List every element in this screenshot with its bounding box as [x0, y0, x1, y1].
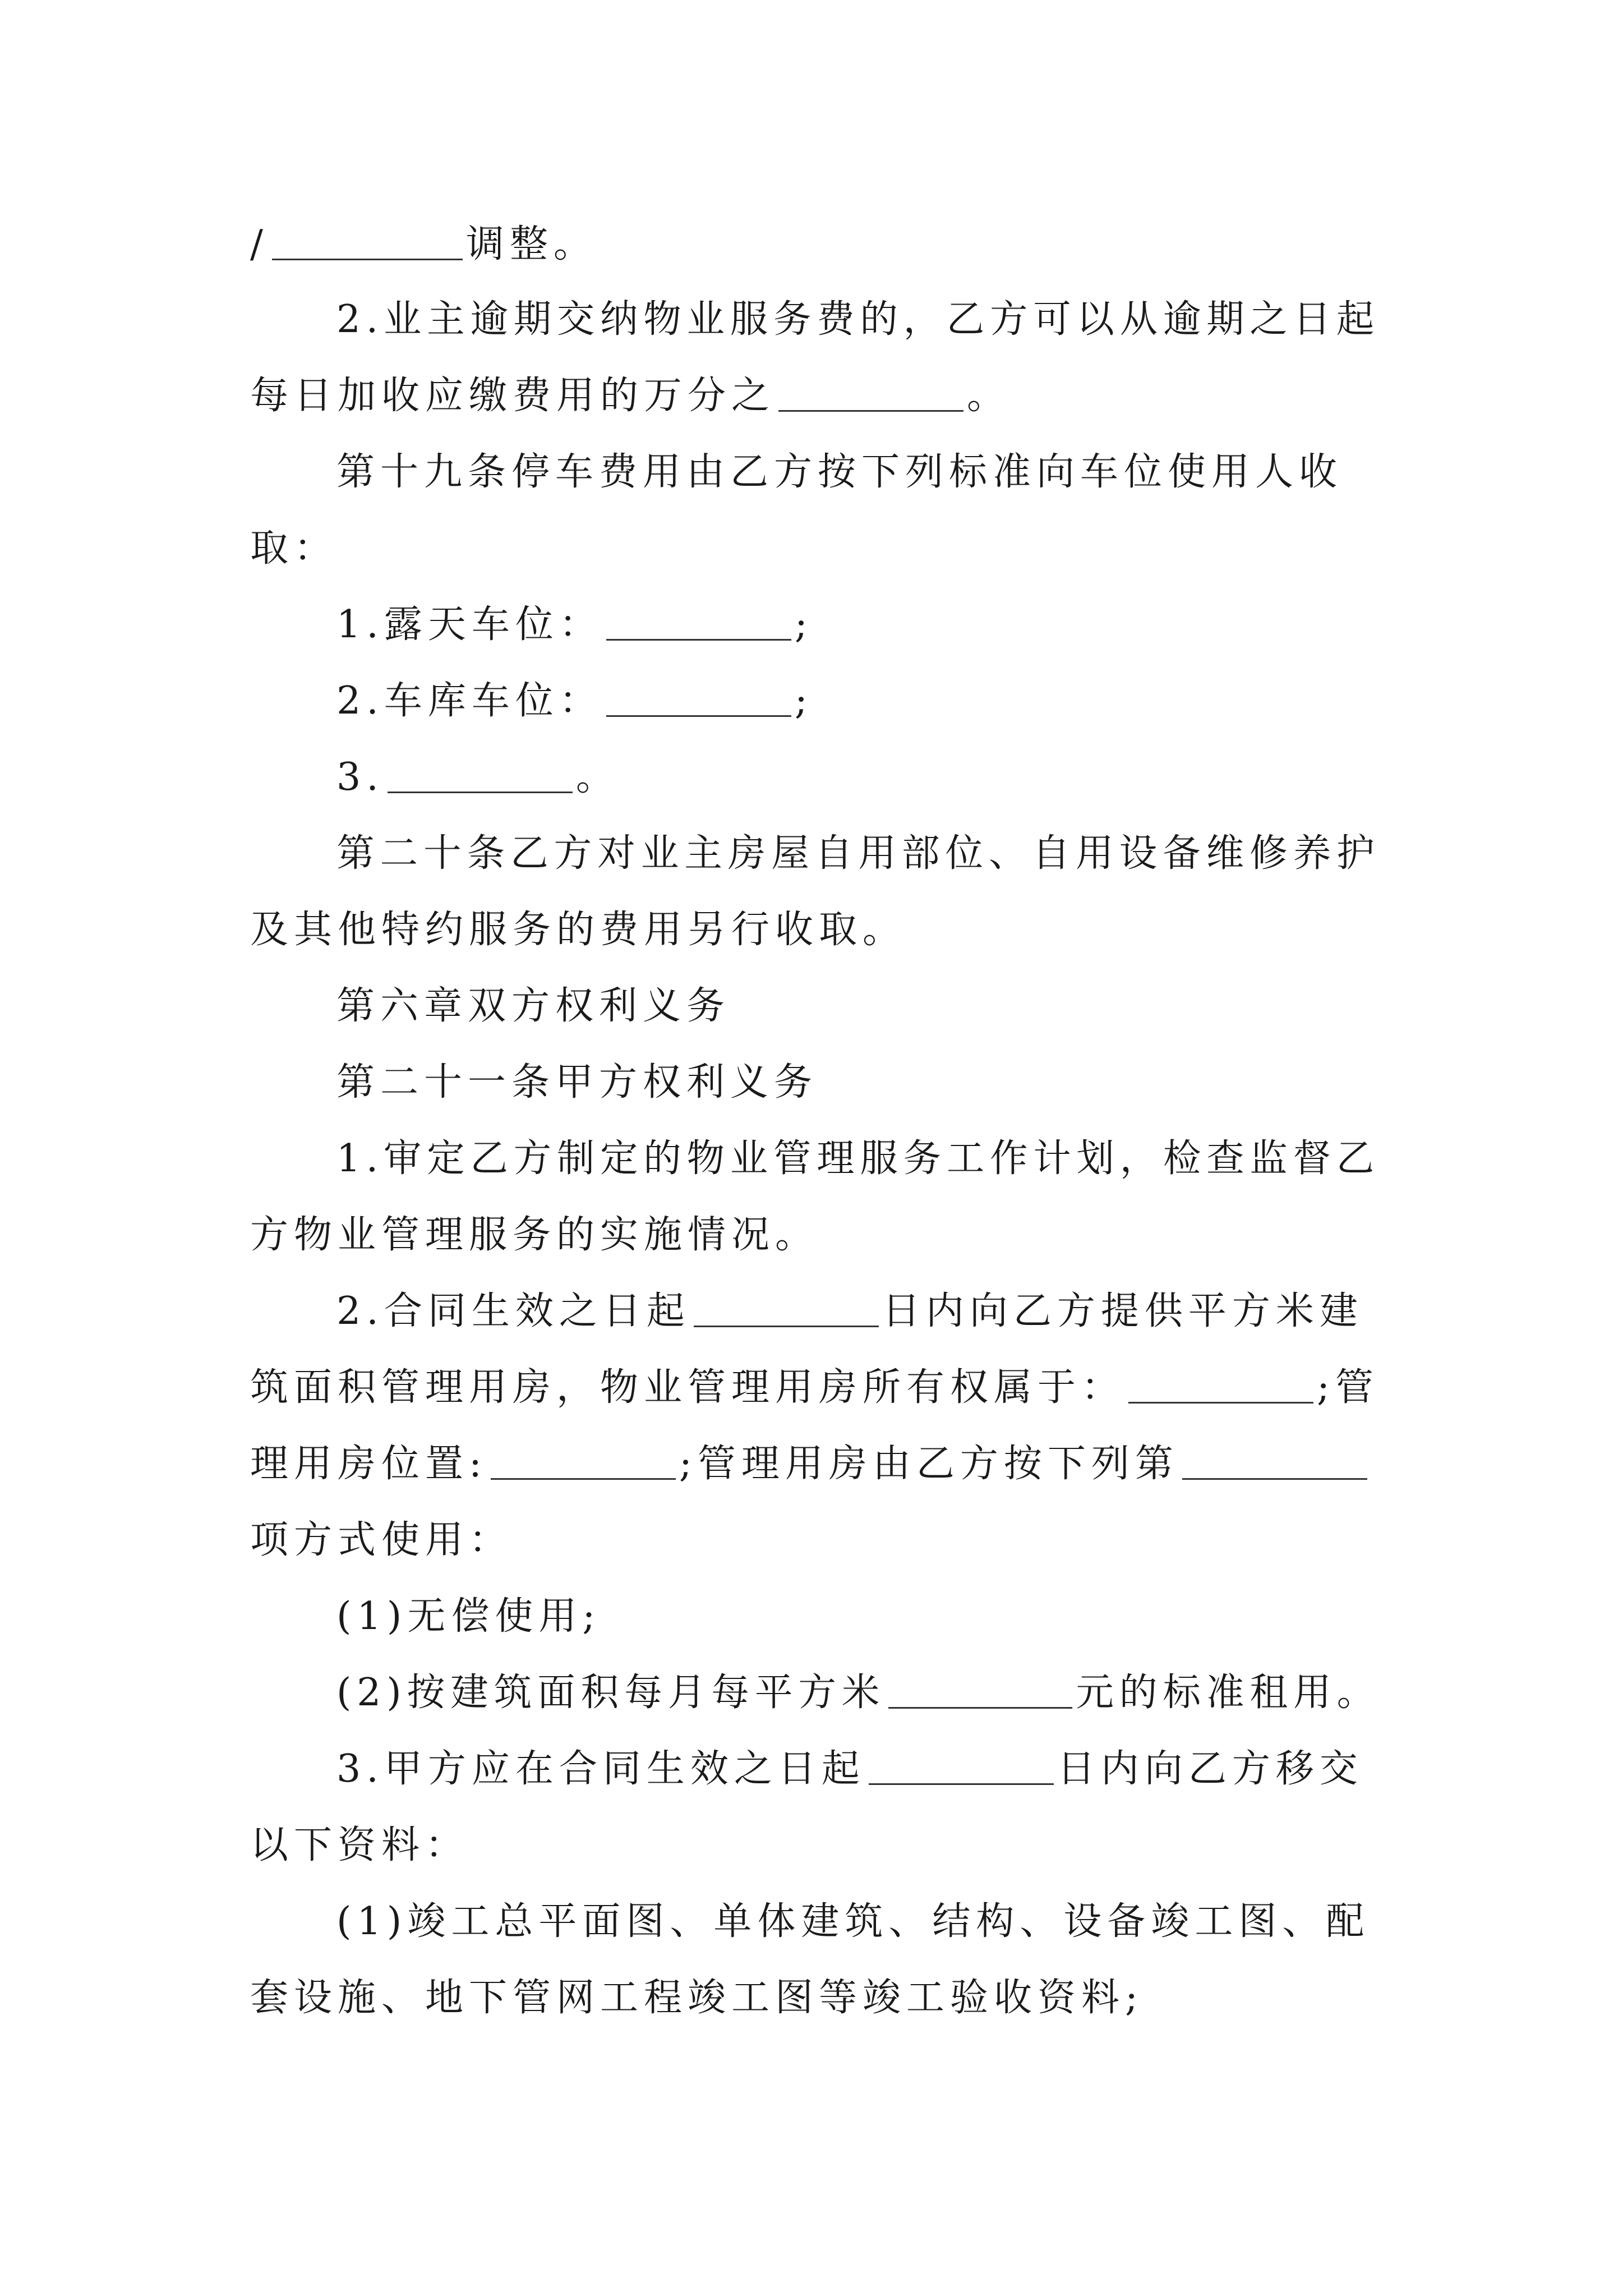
text-line: [336, 1289, 1363, 1333]
text-segment: /: [250, 222, 269, 266]
text-line: [336, 602, 813, 647]
fill-blank: [778, 410, 963, 412]
text-segment: 日内向乙方提供平方米建: [882, 1289, 1363, 1333]
text-line: [336, 755, 620, 799]
text-segment: ;管: [1317, 1365, 1379, 1410]
text-segment: ;: [794, 679, 813, 723]
text-segment: 日内向乙方移交: [1057, 1747, 1363, 1791]
fill-blank: [491, 1478, 676, 1480]
text-segment: 调整。: [465, 222, 597, 266]
fill-blank: [606, 715, 791, 717]
text-line: 1.审定乙方制定的物业管理服务工作计划，检查监督乙: [336, 1137, 1380, 1181]
fill-blank: [694, 1326, 879, 1327]
text-line: 套设施、地下管网工程竣工图等竣工验收资料;: [250, 1976, 1144, 2020]
fill-blank: [606, 639, 791, 641]
text-line: [250, 222, 597, 266]
text-line: 以下资料：: [250, 1823, 469, 1867]
fill-blank: [1182, 1478, 1367, 1480]
fill-blank: [888, 1707, 1072, 1709]
text-segment: 理用房位置:: [250, 1442, 487, 1486]
text-line: [336, 679, 813, 723]
text-segment: ;管理用房由乙方按下列第: [679, 1442, 1179, 1486]
chapter-heading: 第六章双方权利义务: [336, 984, 731, 1028]
article-heading: 第二十一条甲方权利义务: [336, 1060, 818, 1105]
text-segment: 筑面积管理用房，物业管理用房所有权属于：: [250, 1365, 1126, 1410]
text-segment: 2.车库车位：: [336, 679, 603, 723]
text-line: (1)无偿使用;: [336, 1594, 601, 1639]
fill-blank: [1128, 1402, 1313, 1404]
text-segment: 。: [967, 374, 1011, 418]
text-line: [336, 1747, 1363, 1791]
fill-blank: [388, 792, 573, 793]
text-segment: 3.甲方应在合同生效之日起: [336, 1747, 865, 1791]
text-line: 第二十条乙方对业主房屋自用部位、自用设备维修养护: [336, 831, 1380, 876]
text-line: 第十九条停车费用由乙方按下列标准向车位使用人收: [336, 450, 1343, 494]
text-segment: (2)按建筑面积每月每平方米: [336, 1671, 886, 1715]
text-line: [250, 1442, 1371, 1486]
text-segment: 1.露天车位：: [336, 602, 603, 647]
text-line: [250, 374, 1011, 418]
text-line: [336, 1671, 1381, 1715]
text-line: 项方式使用：: [250, 1518, 513, 1562]
text-line: 及其他特约服务的费用另行收取。: [250, 908, 907, 952]
text-segment: 每日加收应缴费用的万分之: [250, 374, 776, 418]
text-line: [250, 1365, 1379, 1410]
text-segment: 2.合同生效之日起: [336, 1289, 690, 1333]
text-segment: ;: [794, 602, 813, 647]
text-line: 2.业主逾期交纳物业服务费的，乙方可以从逾期之日起: [336, 297, 1380, 342]
fill-blank: [272, 259, 463, 260]
text-line: (1)竣工总平面图、单体建筑、结构、设备竣工图、配: [336, 1899, 1370, 1944]
fill-blank: [869, 1783, 1054, 1785]
text-segment: 。: [575, 755, 620, 799]
text-line: 取：: [250, 526, 338, 570]
text-segment: 3.: [336, 755, 384, 799]
text-line: 方物业管理服务的实施情况。: [250, 1213, 819, 1257]
text-segment: 元的标准租用。: [1076, 1671, 1381, 1715]
